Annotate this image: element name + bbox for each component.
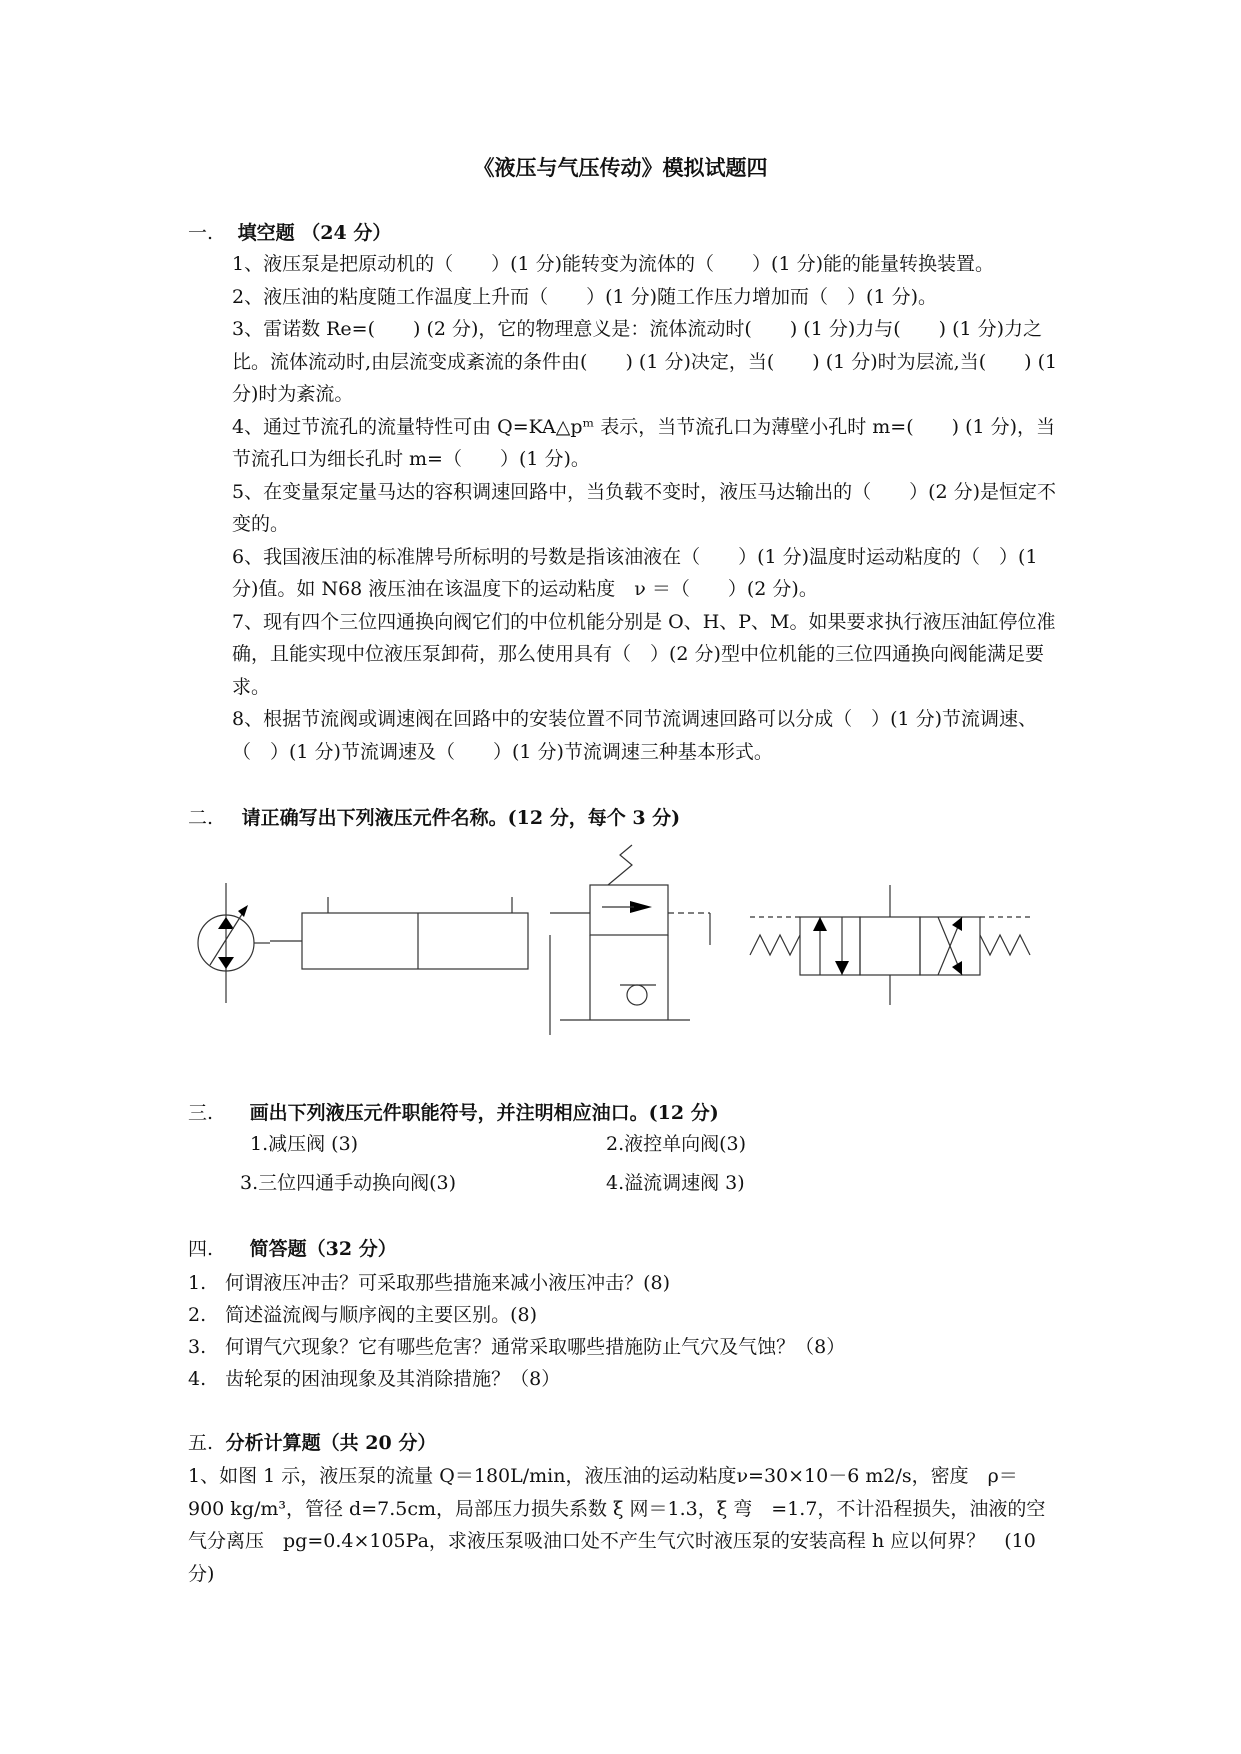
section3-title: 画出下列液压元件职能符号，并注明相应油口。(12 分) bbox=[249, 1102, 719, 1124]
section4-number: 四. bbox=[188, 1238, 214, 1260]
section5-heading bbox=[188, 1428, 436, 1455]
section3-heading bbox=[188, 1098, 719, 1125]
variable-pump-symbol bbox=[198, 883, 270, 1003]
section5-title: 分析计算题（共 20 分） bbox=[225, 1432, 437, 1454]
section1-number: 一. bbox=[188, 222, 214, 244]
section4-item-3: 3. 何谓气穴现象？它有哪些危害？通常采取哪些措施防止气穴及气蚀？（8） bbox=[188, 1336, 846, 1358]
section4-item-2: 2. 简述溢流阀与顺序阀的主要区别。(8) bbox=[188, 1304, 538, 1326]
hydraulic-symbols-figure bbox=[190, 835, 1130, 1035]
page-title: 《液压与气压传动》模拟试题四 bbox=[473, 155, 768, 180]
section4-heading bbox=[188, 1234, 397, 1261]
section5-number: 五. bbox=[188, 1432, 214, 1454]
cylinder-symbol bbox=[270, 897, 528, 969]
question-1-4: 4、通过节流孔的流量特性可由 Q=KA△pᵐ 表示，当节流孔口为薄壁小孔时 m=( ) (1 分)，当节流孔口为细长孔时 m=（ ）(1 分)。 bbox=[232, 415, 1056, 470]
section2-number: 二. bbox=[188, 807, 214, 829]
question-1-6: 6、我国液压油的标准牌号所标明的号数是指该油液在（ ）(1 分)温度时运动粘度的（ ）(1 分)值。如 N68 液压油在该温度下的运动粘度 ν ＝（ ）(2 分)。 bbox=[232, 545, 1038, 600]
section3-number: 三. bbox=[188, 1102, 214, 1124]
section1-heading bbox=[188, 218, 391, 245]
directional-valve-symbol bbox=[750, 885, 1030, 1005]
question-1-5: 5、在变量泵定量马达的容积调速回路中，当负载不变时，液压马达输出的（ ）(2 分)是恒定不变的。 bbox=[232, 480, 1057, 535]
question-1-7: 7、现有四个三位四通换向阀它们的中位机能分别是 O、H、P、M。如果要求执行液压油缸停位准确，且能实现中位液压泵卸荷，那么使用具有（ ）(2 分)型中位机能的三位四通换向阀能满足要求。 bbox=[232, 610, 1056, 698]
question-1-2: 2、液压油的粘度随工作温度上升而（ ）(1 分)随工作压力增加而（ ）(1 分)。 bbox=[232, 285, 937, 308]
valve-symbol bbox=[550, 845, 710, 1035]
section1-title: 填空题 （24 分） bbox=[237, 222, 392, 244]
section4-item-1: 1. 何谓液压冲击？可采取那些措施来减小液压冲击？(8) bbox=[188, 1272, 671, 1294]
section3-item-1: 1.减压阀 (3) bbox=[250, 1133, 359, 1155]
question-1-1: 1、液压泵是把原动机的（ ）(1 分)能转变为流体的（ ）(1 分)能的能量转换装置。 bbox=[232, 253, 994, 275]
section2-title: 请正确写出下列液压元件名称。(12 分，每个 3 分) bbox=[241, 807, 681, 829]
section3-item-2: 2.液控单向阀(3) bbox=[606, 1133, 747, 1155]
section3-item-4: 4.溢流调速阀 3) bbox=[606, 1172, 745, 1194]
section4-item-4: 4. 齿轮泵的困油现象及其消除措施？（8） bbox=[188, 1368, 561, 1390]
question-1-8: 8、根据节流阀或调速阀在回路中的安装位置不同节流调速回路可以分成（ ）(1 分)节流调速、（ ）(1 分)节流调速及（ ）(1 分)节流调速三种基本形式。 bbox=[232, 708, 1038, 763]
section3-item-3: 3.三位四通手动换向阀(3) bbox=[240, 1172, 457, 1194]
section5-paragraph: 1、如图 1 示，液压泵的流量 Q＝180L/min，液压油的运动粘度ν=30×10－6 m2/s，密度 ρ＝900 kg/m³，管径 d=7.5cm，局部压力损失系数 ξ 网＝1.3，ξ 弯 =1.7，不计沿程损失，油液的空气分离压 pg=0.4×105Pa，求液压泵吸油口处不产生气穴时液压泵的安装高程 h 应以何界？ (10 分) bbox=[188, 1465, 1046, 1585]
section4-title: 简答题（32 分） bbox=[249, 1238, 397, 1260]
question-1-3: 3、雷诺数 Re=( ) (2 分)，它的物理意义是：流体流动时( ) (1 分)力与( ) (1 分)力之比。流体流动时,由层流变成紊流的条件由( ) (1 分)决定，当( ) (1 分)时为层流,当( ) (1 分)时为紊流。 bbox=[232, 318, 1058, 405]
section1-items bbox=[232, 248, 1062, 768]
section2-heading bbox=[188, 803, 680, 830]
